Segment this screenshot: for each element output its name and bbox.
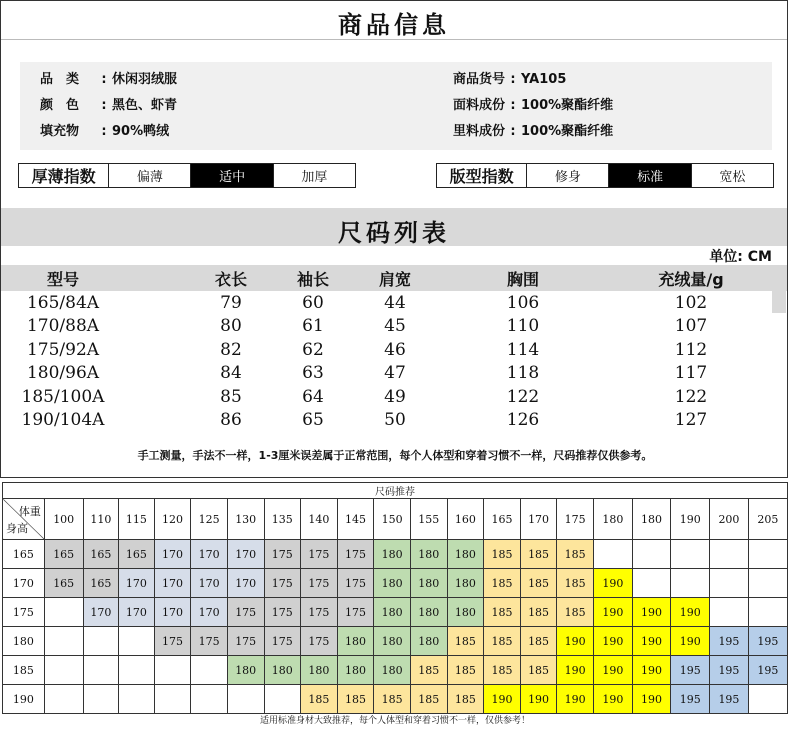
recommended-size-cell: 185 [447,685,484,714]
weight-header: 180 [632,499,671,540]
recommended-size-cell: 185 [484,656,521,685]
fit-index [436,163,774,188]
cell-chest: 110 [506,316,540,337]
recommended-size-cell: 170 [154,569,191,598]
size-row [1,338,787,362]
recommendation-row [3,656,788,685]
recommended-size-cell: 170 [119,569,155,598]
info-label: 颜 色 [40,98,80,113]
recommended-size-cell: 180 [374,627,411,656]
recommended-size-cell [748,569,787,598]
recommended-size-cell: 190 [593,569,632,598]
recommended-size-cell [191,685,228,714]
size-row [1,315,787,339]
fit-option: 修身 [527,164,609,187]
recommended-size-cell [748,685,787,714]
recommended-size-cell: 180 [374,540,411,569]
recommended-size-cell [83,656,119,685]
cell-chest: 114 [506,339,540,360]
cell-model: 185/100A [21,386,105,407]
info-colon: : [510,98,516,113]
weight-header: 120 [154,499,191,540]
recommended-size-cell [748,540,787,569]
thickness-option: 偏薄 [109,164,191,187]
recommendation-title: 尺码推荐 [3,483,788,499]
recommendation-row [3,627,788,656]
size-list-title: 尺码列表 [338,219,450,247]
info-label: 里料成份 [453,124,506,139]
recommended-size-cell: 195 [748,627,787,656]
size-list-header [1,208,787,246]
recommended-size-cell: 165 [44,540,83,569]
cell-down: 122 [674,386,708,407]
recommended-size-cell [44,685,83,714]
recommendation-row [3,598,788,627]
recommendation-note: 适用标准身材大致推荐，每个人体型和穿着习惯不一样，仅供参考！ [259,716,530,726]
weight-header: 110 [83,499,119,540]
recommended-size-cell: 190 [632,598,671,627]
info-article-no [453,68,566,87]
recommended-size-cell: 175 [301,598,338,627]
recommendation-table [2,482,788,714]
recommended-size-cell: 175 [337,598,374,627]
weight-height-corner [3,499,45,540]
recommended-size-cell [748,598,787,627]
recommended-size-cell: 175 [337,569,374,598]
recommended-size-cell: 175 [301,627,338,656]
cell-model: 175/92A [26,339,100,360]
recommendation-row [3,540,788,569]
info-colon: : [510,72,516,87]
scrollbar[interactable] [772,291,786,313]
recommended-size-cell: 175 [337,540,374,569]
cell-model: 180/96A [26,363,100,384]
col-header-model: 型号 [46,269,79,289]
cell-sleeve: 63 [302,363,324,384]
thickness-option: 加厚 [301,170,328,185]
info-label: 面料成份 [453,98,506,113]
weight-header: 180 [593,499,632,540]
recommended-size-cell: 185 [520,598,557,627]
recommended-size-cell [44,656,83,685]
product-info-title: 商品信息 [338,11,450,39]
recommended-size-cell: 195 [748,656,787,685]
col-header-down: 充绒量/g [658,269,724,289]
recommended-size-cell: 185 [557,598,594,627]
size-table-header [1,265,787,291]
recommended-size-cell: 185 [520,540,557,569]
recommended-size-cell: 170 [191,569,228,598]
info-value: 黑色、虾青 [112,98,178,113]
recommended-size-cell: 165 [44,569,83,598]
fit-option: 宽松 [719,170,746,185]
recommended-size-cell: 185 [520,569,557,598]
fit-option-selected: 标准 [609,164,691,187]
recommended-size-cell: 175 [301,569,338,598]
recommended-size-cell [154,656,191,685]
cell-model: 170/88A [26,316,100,337]
measurement-note: 手工测量，手法不一样，1-3厘米误差属于正常范围，每个人体型和穿着习惯不一样，尺码推荐仅供参考。 [137,449,653,462]
recommended-size-cell: 185 [520,656,557,685]
recommended-size-cell: 190 [557,627,594,656]
info-label: 商品货号 [453,72,506,87]
thickness-index-label: 厚薄指数 [19,164,109,187]
recommended-size-cell [710,569,749,598]
weight-header: 150 [374,499,411,540]
info-value: 90%鸭绒 [112,124,170,139]
recommended-size-cell [119,627,155,656]
recommended-size-cell: 190 [520,685,557,714]
recommended-size-cell: 195 [671,656,710,685]
info-filling [40,120,169,139]
cell-shoulder: 50 [384,410,406,431]
recommended-size-cell: 170 [191,598,228,627]
height-header: 190 [3,685,45,714]
recommended-size-cell: 195 [710,627,749,656]
col-header-length: 衣长 [214,269,247,289]
weight-header: 190 [671,499,710,540]
recommended-size-cell [671,540,710,569]
size-recommendation [0,482,790,732]
info-fabric [453,94,613,113]
recommended-size-cell: 185 [410,685,447,714]
weight-header: 140 [301,499,338,540]
recommended-size-cell: 170 [119,598,155,627]
recommended-size-cell: 185 [447,656,484,685]
recommended-size-cell: 195 [671,685,710,714]
recommended-size-cell: 185 [484,598,521,627]
height-header: 180 [3,627,45,656]
recommended-size-cell: 175 [227,598,264,627]
height-header: 170 [3,569,45,598]
weight-header: 130 [227,499,264,540]
recommendation-row [3,685,788,714]
cell-length: 82 [220,339,242,360]
recommended-size-cell: 185 [447,627,484,656]
cell-sleeve: 62 [302,339,324,360]
info-value: 100%聚酯纤维 [521,98,614,113]
recommended-size-cell [44,627,83,656]
recommended-size-cell: 185 [337,685,374,714]
recommended-size-cell: 170 [83,598,119,627]
recommended-size-cell [119,685,155,714]
size-row [1,409,787,433]
recommended-size-cell: 170 [154,598,191,627]
recommended-size-cell: 165 [83,569,119,598]
cell-sleeve: 60 [302,292,324,313]
info-value: 休闲羽绒服 [112,72,178,87]
weight-header: 205 [748,499,787,540]
recommended-size-cell: 175 [301,540,338,569]
recommended-size-cell: 185 [484,540,521,569]
recommended-size-cell: 170 [227,540,264,569]
height-label: 身高 [6,522,28,535]
cell-down: 117 [674,363,708,384]
cell-length: 80 [220,316,242,337]
recommended-size-cell: 190 [671,598,710,627]
weight-header: 165 [484,499,521,540]
cell-down: 107 [674,316,708,337]
recommended-size-cell: 180 [447,540,484,569]
recommended-size-cell: 175 [264,569,301,598]
info-colon: : [510,124,516,139]
cell-model: 165/84A [26,292,100,313]
info-colon: : [101,98,107,113]
recommended-size-cell: 180 [447,598,484,627]
recommended-size-cell: 185 [484,569,521,598]
unit-label: 单位: CM [709,249,772,265]
cell-down: 102 [674,292,708,313]
recommended-size-cell: 185 [484,627,521,656]
weight-header: 115 [119,499,155,540]
size-row [1,385,787,409]
recommended-size-cell [191,656,228,685]
recommended-size-cell [593,540,632,569]
cell-chest: 118 [506,363,540,384]
recommended-size-cell: 190 [484,685,521,714]
recommended-size-cell [710,540,749,569]
col-header-chest: 胸围 [506,269,539,289]
recommended-size-cell: 180 [264,656,301,685]
recommended-size-cell: 190 [632,685,671,714]
recommended-size-cell: 175 [264,627,301,656]
cell-shoulder: 47 [384,363,406,384]
weight-header: 125 [191,499,228,540]
recommended-size-cell: 180 [374,569,411,598]
recommended-size-cell: 180 [447,569,484,598]
weight-header: 170 [520,499,557,540]
cell-sleeve: 64 [302,386,324,407]
recommended-size-cell: 180 [374,598,411,627]
cell-shoulder: 44 [384,292,406,313]
recommended-size-cell: 185 [301,685,338,714]
recommended-size-cell: 190 [632,656,671,685]
recommended-size-cell: 185 [520,627,557,656]
cell-sleeve: 61 [302,316,324,337]
weight-header: 155 [410,499,447,540]
recommended-size-cell: 195 [710,656,749,685]
recommended-size-cell: 180 [410,627,447,656]
recommended-size-cell: 180 [337,656,374,685]
weight-header: 200 [710,499,749,540]
recommended-size-cell: 175 [227,627,264,656]
recommended-size-cell: 175 [264,598,301,627]
cell-chest: 106 [506,292,540,313]
info-category [40,68,177,87]
cell-down: 112 [674,339,708,360]
info-value: 100%聚酯纤维 [521,124,614,139]
info-value: YA105 [521,72,567,87]
recommended-size-cell [154,685,191,714]
recommended-size-cell: 185 [557,540,594,569]
thickness-index [18,163,356,188]
recommended-size-cell: 190 [593,685,632,714]
recommended-size-cell: 190 [557,656,594,685]
recommended-size-cell: 185 [410,656,447,685]
weight-label: 体重 [18,505,41,518]
recommended-size-cell: 190 [557,685,594,714]
recommended-size-cell: 185 [374,685,411,714]
size-table-body [1,291,787,432]
recommended-size-cell: 165 [83,540,119,569]
recommended-size-cell [83,627,119,656]
recommended-size-cell: 190 [671,627,710,656]
recommended-size-cell: 190 [593,598,632,627]
recommended-size-cell: 175 [154,627,191,656]
weight-header: 160 [447,499,484,540]
recommended-size-cell: 170 [227,569,264,598]
recommended-size-cell: 175 [264,540,301,569]
thickness-option-selected: 适中 [191,164,273,187]
recommended-size-cell [632,569,671,598]
cell-sleeve: 65 [302,410,324,431]
recommendation-row [3,569,788,598]
cell-chest: 126 [506,410,540,431]
info-label: 品 类 [40,72,80,87]
weight-header: 100 [44,499,83,540]
recommended-size-cell [632,540,671,569]
cell-length: 79 [220,292,242,313]
recommended-size-cell: 170 [191,540,228,569]
recommended-size-cell [83,685,119,714]
cell-length: 85 [220,386,242,407]
cell-shoulder: 49 [384,386,406,407]
recommended-size-cell: 180 [410,569,447,598]
cell-length: 86 [220,410,242,431]
recommended-size-cell [227,685,264,714]
recommended-size-cell: 180 [410,598,447,627]
info-label: 填充物 [40,124,80,139]
weight-header: 175 [557,499,594,540]
col-header-shoulder: 肩宽 [378,269,411,289]
cell-length: 84 [220,363,242,384]
recommended-size-cell: 185 [557,569,594,598]
recommended-size-cell [710,598,749,627]
weight-header: 145 [337,499,374,540]
recommended-size-cell: 195 [710,685,749,714]
recommended-size-cell [44,598,83,627]
size-row [1,291,787,315]
info-colon: : [101,124,107,139]
cell-shoulder: 46 [384,339,406,360]
recommended-size-cell: 190 [632,627,671,656]
recommended-size-cell: 180 [410,540,447,569]
recommended-size-cell: 190 [593,656,632,685]
height-header: 165 [3,540,45,569]
info-lining [453,120,613,139]
cell-shoulder: 45 [384,316,406,337]
recommended-size-cell: 175 [191,627,228,656]
recommended-size-cell: 180 [227,656,264,685]
recommended-size-cell [671,569,710,598]
weight-header: 135 [264,499,301,540]
fit-index-label: 版型指数 [437,164,527,187]
info-color [40,94,177,113]
height-header: 185 [3,656,45,685]
product-info-header [1,1,787,40]
recommended-size-cell: 170 [154,540,191,569]
cell-down: 127 [674,410,708,431]
recommended-size-cell: 165 [119,540,155,569]
recommended-size-cell [264,685,301,714]
size-row [1,362,787,386]
recommended-size-cell: 180 [374,656,411,685]
recommended-size-cell: 190 [593,627,632,656]
recommended-size-cell: 180 [301,656,338,685]
cell-model: 190/104A [21,410,105,431]
recommended-size-cell [119,656,155,685]
recommended-size-cell: 180 [337,627,374,656]
col-header-sleeve: 袖长 [296,269,329,289]
height-header: 175 [3,598,45,627]
cell-chest: 122 [506,386,540,407]
info-colon: : [101,72,107,87]
